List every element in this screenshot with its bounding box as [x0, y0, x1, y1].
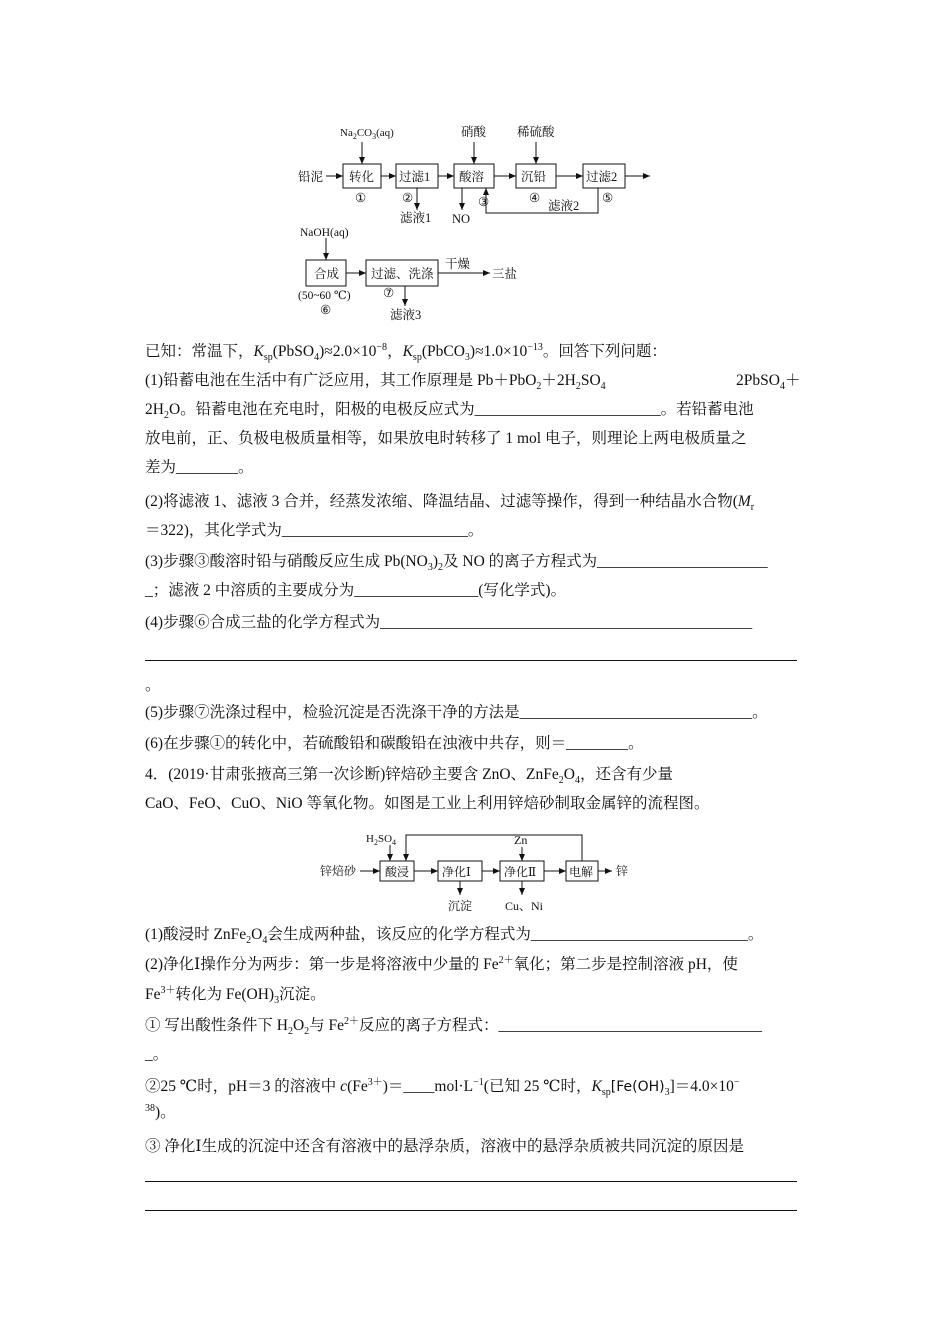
label-xiliusuan: 稀硫酸 [517, 125, 555, 139]
label-xiaosuan: 硝酸 [461, 125, 487, 139]
q3-part1-line4: 差为________。 [145, 459, 254, 476]
q3-part4-line1: (4)步骤⑥合成三盐的化学方程式为________________________________________________ [145, 614, 753, 631]
label-jinghua1: 净化Ⅰ [442, 865, 471, 879]
label-jinghua2: 净化Ⅱ [504, 865, 537, 879]
label-xinbeisha: 锌焙砂 [320, 864, 357, 878]
q3-part6: (6)在步骤①的转化中，若硫酸铅和碳酸铅在浊液中共存，则＝________。 [145, 735, 644, 752]
q3-part3-line2: _；滤液 2 中溶质的主要成分为________________(写化学式)。 [145, 582, 567, 599]
label-dianjie: 电解 [569, 865, 594, 879]
q4-intro-line1: 4．(2019·甘肃张掖高三第一次诊断)锌焙砂主要含 ZnO、$ZnFe_2O_4$，还含有少量 [145, 766, 673, 787]
q3-part1-line1: (1)铅蓄电池在生活中有广泛应用，其工作原理是 $Pb+PbO_2+2H_2SO_4$ [145, 372, 606, 393]
label-na2co3: $Na_2CO_3(aq)$ [340, 127, 394, 141]
answer-line [145, 1210, 797, 1211]
label-zhuanhua: 转化 [349, 170, 375, 184]
label-qianni: 铅泥 [298, 170, 324, 184]
label-lvye3: 滤液3 [390, 308, 422, 322]
label-suanrong: 酸溶 [459, 170, 485, 184]
label-sanyan: 三盐 [492, 267, 518, 281]
label-h2so4: $H_2SO_4$ [366, 833, 397, 847]
label-lvye2: 滤液2 [548, 199, 580, 213]
q3-part2-line2: ＝322)，其化学式为________________________。 [145, 522, 484, 539]
label-chendian: 沉淀 [448, 899, 473, 913]
answer-line [145, 660, 797, 661]
q3-part1-line2: $2H_2O$。铅蓄电池在充电时，阳极的电极反应式为________________________。若铅蓄电池 [145, 401, 754, 422]
q4-intro-line2: CaO、FeO、CuO、NiO 等氧化物。如图是工业上利用锌焙砂制取金属锌的流程图。 [145, 795, 710, 812]
label-chenqian: 沉铅 [521, 170, 547, 184]
label-guolv-xidi: 过滤、洗涤 [371, 267, 434, 281]
label-guolv1: 过滤1 [399, 170, 431, 184]
step-2: ② [402, 191, 414, 205]
q3-part4-end: 。 [145, 677, 161, 694]
q3-part3-line1: (3)步骤③酸溶时铅与硝酸反应生成 $Pb(NO_3)_2$及 NO 的离子方程式为______________________ [145, 553, 768, 574]
flowchart-zinc [310, 823, 640, 917]
q3-part1-line3: 放电前，正、负极电极质量相等，如果放电时转移了 1 mol 电子，则理论上两电极质量之 [145, 430, 747, 447]
q4-part2-1-line1: ① 写出酸性条件下 $H_2O_2$与 $Fe^{2+}$反应的离子方程式：__________________________________ [145, 1015, 763, 1038]
q3-part2-line1: (2)将滤液 1、滤液 3 合并，经蒸发浓缩、降温结晶、过滤等操作，得到一种结晶水合物($M_r$ [145, 493, 755, 514]
label-xin: 锌 [616, 864, 629, 878]
flowchart-lead [290, 120, 670, 330]
q3-part1-line1-right: 2PbSO$_4$＋ [736, 372, 801, 393]
q4-part2-1-line2: _。 [145, 1046, 169, 1063]
label-temp: (50~60 ℃) [298, 290, 351, 302]
step-3: ③ [478, 195, 490, 209]
step-7: ⑦ [383, 286, 395, 300]
label-hecheng: 合成 [314, 267, 340, 281]
step-4: ④ [529, 191, 541, 205]
label-no: NO [452, 212, 471, 226]
label-ganzao: 干燥 [445, 257, 471, 271]
q4-part2-3: ③ 净化Ⅰ生成的沉淀中还含有溶液中的悬浮杂质，溶液中的悬浮杂质被共同沉淀的原因是 [145, 1138, 745, 1155]
answer-line [145, 1181, 797, 1182]
known-conditions: 已知：常温下，$K_{sp}(PbSO_4)\approx 2.0\times 10^{-8}$，$K_{sp}(PbCO_3)\approx 1.0\times 10^{-13}$。回答下列问题： [145, 341, 667, 364]
q4-part2-2-line2: $^{38}$)。 [145, 1102, 176, 1121]
step-1: ① [355, 191, 367, 205]
q4-part2-line2: $Fe^{3+}$转化为 $Fe(OH)_3$沉淀。 [145, 984, 326, 1007]
label-guolv2: 过滤2 [586, 170, 618, 184]
label-zn: Zn [514, 833, 528, 847]
q4-part2-line1: (2)净化Ⅰ操作分为两步：第一步是将溶液中少量的 $Fe^{2+}$氧化；第二步是控制溶液 pH，使 [145, 954, 738, 973]
q4-part1: (1)酸浸时 $ZnFe_2O_4$会生成两种盐，该反应的化学方程式为____________________________。 [145, 926, 764, 947]
step-5: ⑤ [602, 191, 614, 205]
q3-part5: (5)步骤⑦洗涤过程中，检验沉淀是否洗涤干净的方法是______________________________。 [145, 704, 768, 721]
label-lvye1: 滤液1 [400, 211, 432, 225]
label-suanjin: 酸浸 [385, 865, 410, 879]
step-6: ⑥ [320, 303, 332, 317]
q4-part2-2-line1: ②25 ℃时，pH＝3 的溶液中 $c(Fe^{3+})=\_\_\_\_mol\cdot L^{-1}$(已知 25 ℃时，$K_{sp}[Fe(OH)_3]=4.0\times 10^-$ [145, 1076, 740, 1099]
label-naoh: NaOH(aq) [300, 227, 349, 239]
label-cuni: Cu、Ni [505, 899, 544, 913]
